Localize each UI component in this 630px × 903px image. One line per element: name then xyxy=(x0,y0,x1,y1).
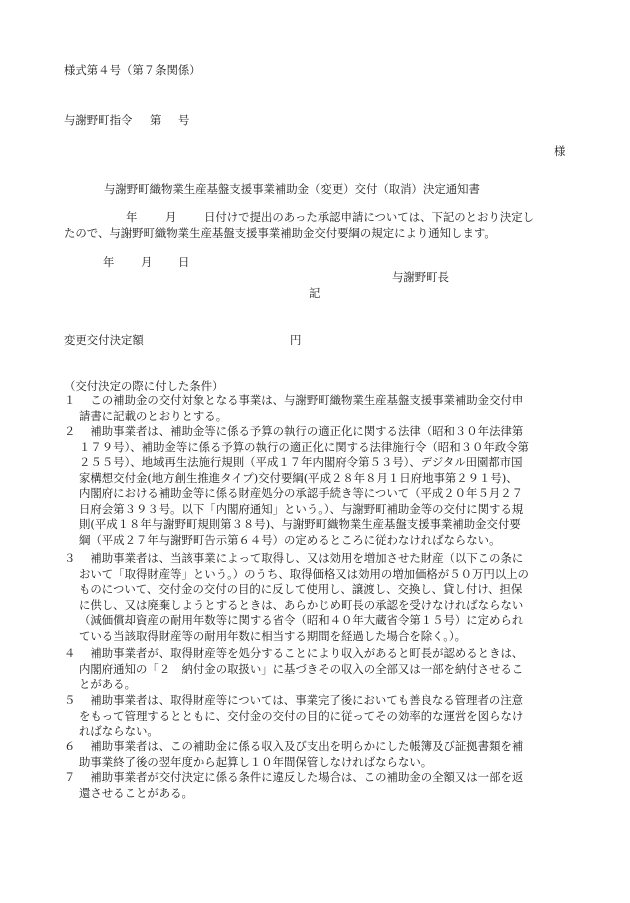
condition-line: ものについて、交付金の交付の目的に反して使用し、譲渡し、交換し、貸し付け、担保 xyxy=(79,582,523,596)
conditions-heading: （交付決定の際に付した条件） xyxy=(64,379,224,393)
condition-text xyxy=(79,693,573,740)
condition-line: 還させることがある。 xyxy=(79,785,193,800)
date-nen: 年 xyxy=(103,255,115,269)
amount-unit: 円 xyxy=(290,333,302,347)
condition-line: 補助事業者は、当該事業によって取得し、又は効用を増加させた財産（以下この条に xyxy=(79,551,524,565)
date-hi: 日 xyxy=(178,255,190,269)
condition-text xyxy=(79,646,573,693)
condition-line: 補助事業者は、この補助金に係る収入及び支出を明らかにした帳簿及び証拠書類を補 xyxy=(79,739,524,753)
intro-line2: たので、与謝野町織物業生産基盤支援事業補助金交付要綱の規定により通知します。 xyxy=(64,226,496,240)
issuer: 与謝野町長 xyxy=(392,270,449,284)
doc-ref-go: 号 xyxy=(178,113,190,127)
condition-line: ればならない。 xyxy=(79,724,159,738)
condition-number: ２ xyxy=(64,424,76,438)
recipient-suffix: 様 xyxy=(554,144,566,158)
condition-number: ７ xyxy=(64,770,76,784)
condition-text xyxy=(79,393,573,424)
condition-line: おいて「取得財産等」という。）のうち、取得価格又は効用の増加価格が５０万円以上の xyxy=(79,566,529,581)
condition-number: ５ xyxy=(64,693,76,707)
condition-number: １ xyxy=(64,393,76,407)
condition-number: ６ xyxy=(64,739,76,753)
date-tsuki: 月 xyxy=(141,255,153,269)
form-number: 様式第４号（第７条関係） xyxy=(64,63,201,77)
condition-line: ている当該取得財産等の耐用年数に相当する期間を経過した場合を除く。）。 xyxy=(79,628,467,643)
condition-text xyxy=(79,551,573,644)
condition-line: 補助事業者が交付決定に係る条件に違反した場合は、この補助金の全額又は一部を返 xyxy=(79,770,524,784)
ki-heading: 記 xyxy=(309,286,321,300)
intro-nen: 年 xyxy=(126,210,138,224)
doc-ref-dai: 第 xyxy=(150,113,162,127)
condition-line: 補助事業者は、取得財産等については、事業完了後においても善良なる管理者の注意 xyxy=(79,693,524,707)
condition-line: 内閣府通知の「２ 納付金の取扱い」に基づきその収入の全部又は一部を納付させるこ xyxy=(79,661,524,676)
condition-line: 補助事業者が、取得財産等を処分することにより収入があると町長が認めるときは、 xyxy=(79,646,524,660)
condition-line: 請書に記載のとおりとする。 xyxy=(79,408,228,423)
intro-line1-rest: 日付けで提出のあった承認申請については、下記のとおり決定し xyxy=(204,210,534,224)
condition-line: 助事業終了後の翌年度から起算し１０年間保管しなければならない。 xyxy=(79,754,433,769)
condition-text xyxy=(79,770,573,801)
condition-line: に供し、又は廃棄しようとするときは、あらかじめ町長の承認を受けなければならない xyxy=(79,597,524,612)
condition-line: 内閣府における補助金等に係る財産処分の承認手続き等について（平成２０年５月２７ xyxy=(79,486,524,500)
condition-line: 日府会第３９３号。以下「内閣府通知」という。）、与謝野町補助金等の交付に関する規 xyxy=(79,501,524,516)
condition-line: １７９号）、補助金等に係る予算の執行の適正化に関する法律施行令（昭和３０年政令第 xyxy=(79,439,529,454)
condition-line: （減価償却資産の耐用年数等に関する省令（昭和４０年大蔵省令第１５号）に定められ xyxy=(79,613,524,627)
condition-line: 綱（平成２７年与謝野町告示第６４号）の定めるところに従わなければならない。 xyxy=(79,532,501,547)
condition-text xyxy=(79,739,573,770)
condition-line: をもって管理するとともに、交付金の交付の目的に従ってその効率的な運営を図らなけ xyxy=(79,708,524,723)
condition-number: ３ xyxy=(64,551,76,565)
condition-text xyxy=(79,424,573,548)
condition-line: 補助事業者は、補助金等に係る予算の執行の適正化に関する法律（昭和３０年法律第 xyxy=(79,424,524,438)
condition-line: ２５５号）、地域再生法施行規則（平成１７年内閣府令第５３号）、デジタル田園都市国 xyxy=(79,455,523,469)
doc-ref-prefix: 与謝野町指令 xyxy=(64,113,133,127)
intro-tsuki: 月 xyxy=(165,210,177,224)
condition-line: 則(平成１８年与謝野町規則第３８号)、与謝野町織物業生産基盤支援事業補助金交付要 xyxy=(79,517,521,531)
document-title: 与謝野町織物業生産基盤支援事業補助金（変更）交付（取消）決定通知書 xyxy=(104,182,480,196)
condition-line: とがある。 xyxy=(79,677,136,691)
condition-line: この補助金の交付対象となる事業は、与謝野町織物業生産基盤支援事業補助金交付申 xyxy=(79,393,524,407)
condition-line: 家構想交付金(地方創生推進タイプ)交付要綱(平成２８年８月１日府地事第２９１号)、 xyxy=(79,470,518,485)
condition-number: ４ xyxy=(64,646,76,660)
amount-label: 変更交付決定額 xyxy=(64,333,144,347)
